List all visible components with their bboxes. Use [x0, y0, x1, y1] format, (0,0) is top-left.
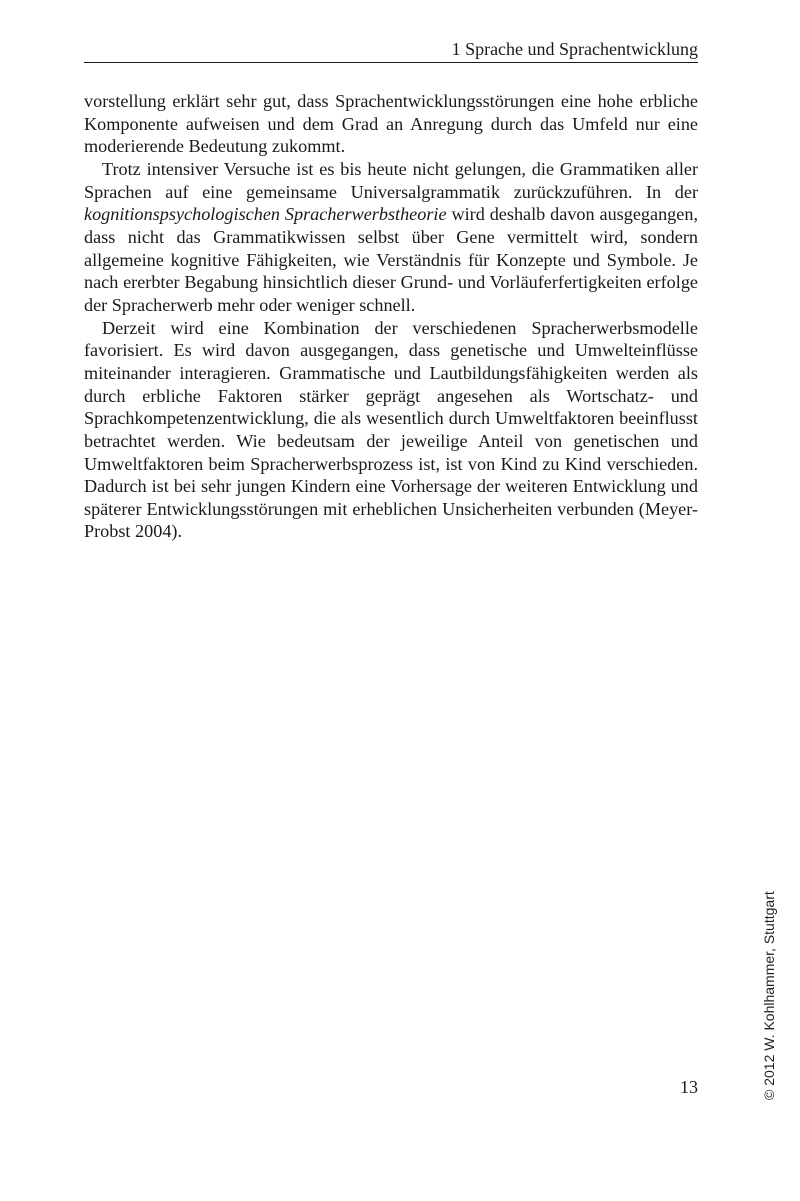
paragraph-2-part-2: wird deshalb davon ausgegangen, dass nicht das Grammatikwissen selbst über Gene vermittelt wird, sondern allgemeine kognitive Fähigkeiten, wie Verständnis für Konzepte und Symbole. Je nach ererbter Begabung hinsichtlich dieser Grund- und Vorläuferfertigkeiten erfolge der Spracherwerb mehr oder weniger schnell.	[84, 204, 698, 315]
page-number: 13	[680, 1077, 698, 1097]
copyright-notice: © 2012 W. Kohlhammer, Stuttgart	[761, 891, 777, 1100]
theory-term: kognitionspsychologischen Spracherwerbstheorie	[84, 204, 447, 225]
paragraph-3: Derzeit wird eine Kombination der verschiedenen Spracherwerbsmodelle favorisiert. Es wird davon ausgegangen, dass genetische und Umwelteinflüsse miteinander interagieren. Grammatische und Lautbildungsfähigkeiten werden als durch erbliche Faktoren stärker geprägt angesehen als Wortschatz- und Sprachkompetenzentwicklung, die als wesentlich durch Umweltfaktoren beeinflusst betrachtet werden. Wie bedeutsam der jeweilige Anteil von genetischen und Umweltfaktoren beim Spracherwerbsprozess ist, ist von Kind zu Kind verschieden. Dadurch ist bei sehr jungen Kindern eine Vorhersage der weiteren Entwicklung und späterer Entwicklungsstörungen mit erheblichen Unsicherheiten verbunden (Meyer-Probst 2004).	[84, 317, 698, 542]
body-text	[84, 90, 698, 543]
paragraph-2	[84, 158, 698, 317]
paragraph-1: vorstellung erklärt sehr gut, dass Sprachentwicklungsstörungen eine hohe erbliche Komponente aufweisen und dem Grad an Anregung durch das Umfeld nur eine moderierende Bedeutung zukommt.	[84, 91, 698, 157]
running-head	[84, 38, 698, 63]
running-head-title: 1 Sprache und Sprachentwicklung	[451, 39, 698, 59]
paragraph-2-part-1: Trotz intensiver Versuche ist es bis heute nicht gelungen, die Grammatiken aller Sprachen auf eine gemeinsame Universalgrammatik zurückzuführen. In der	[84, 158, 698, 202]
